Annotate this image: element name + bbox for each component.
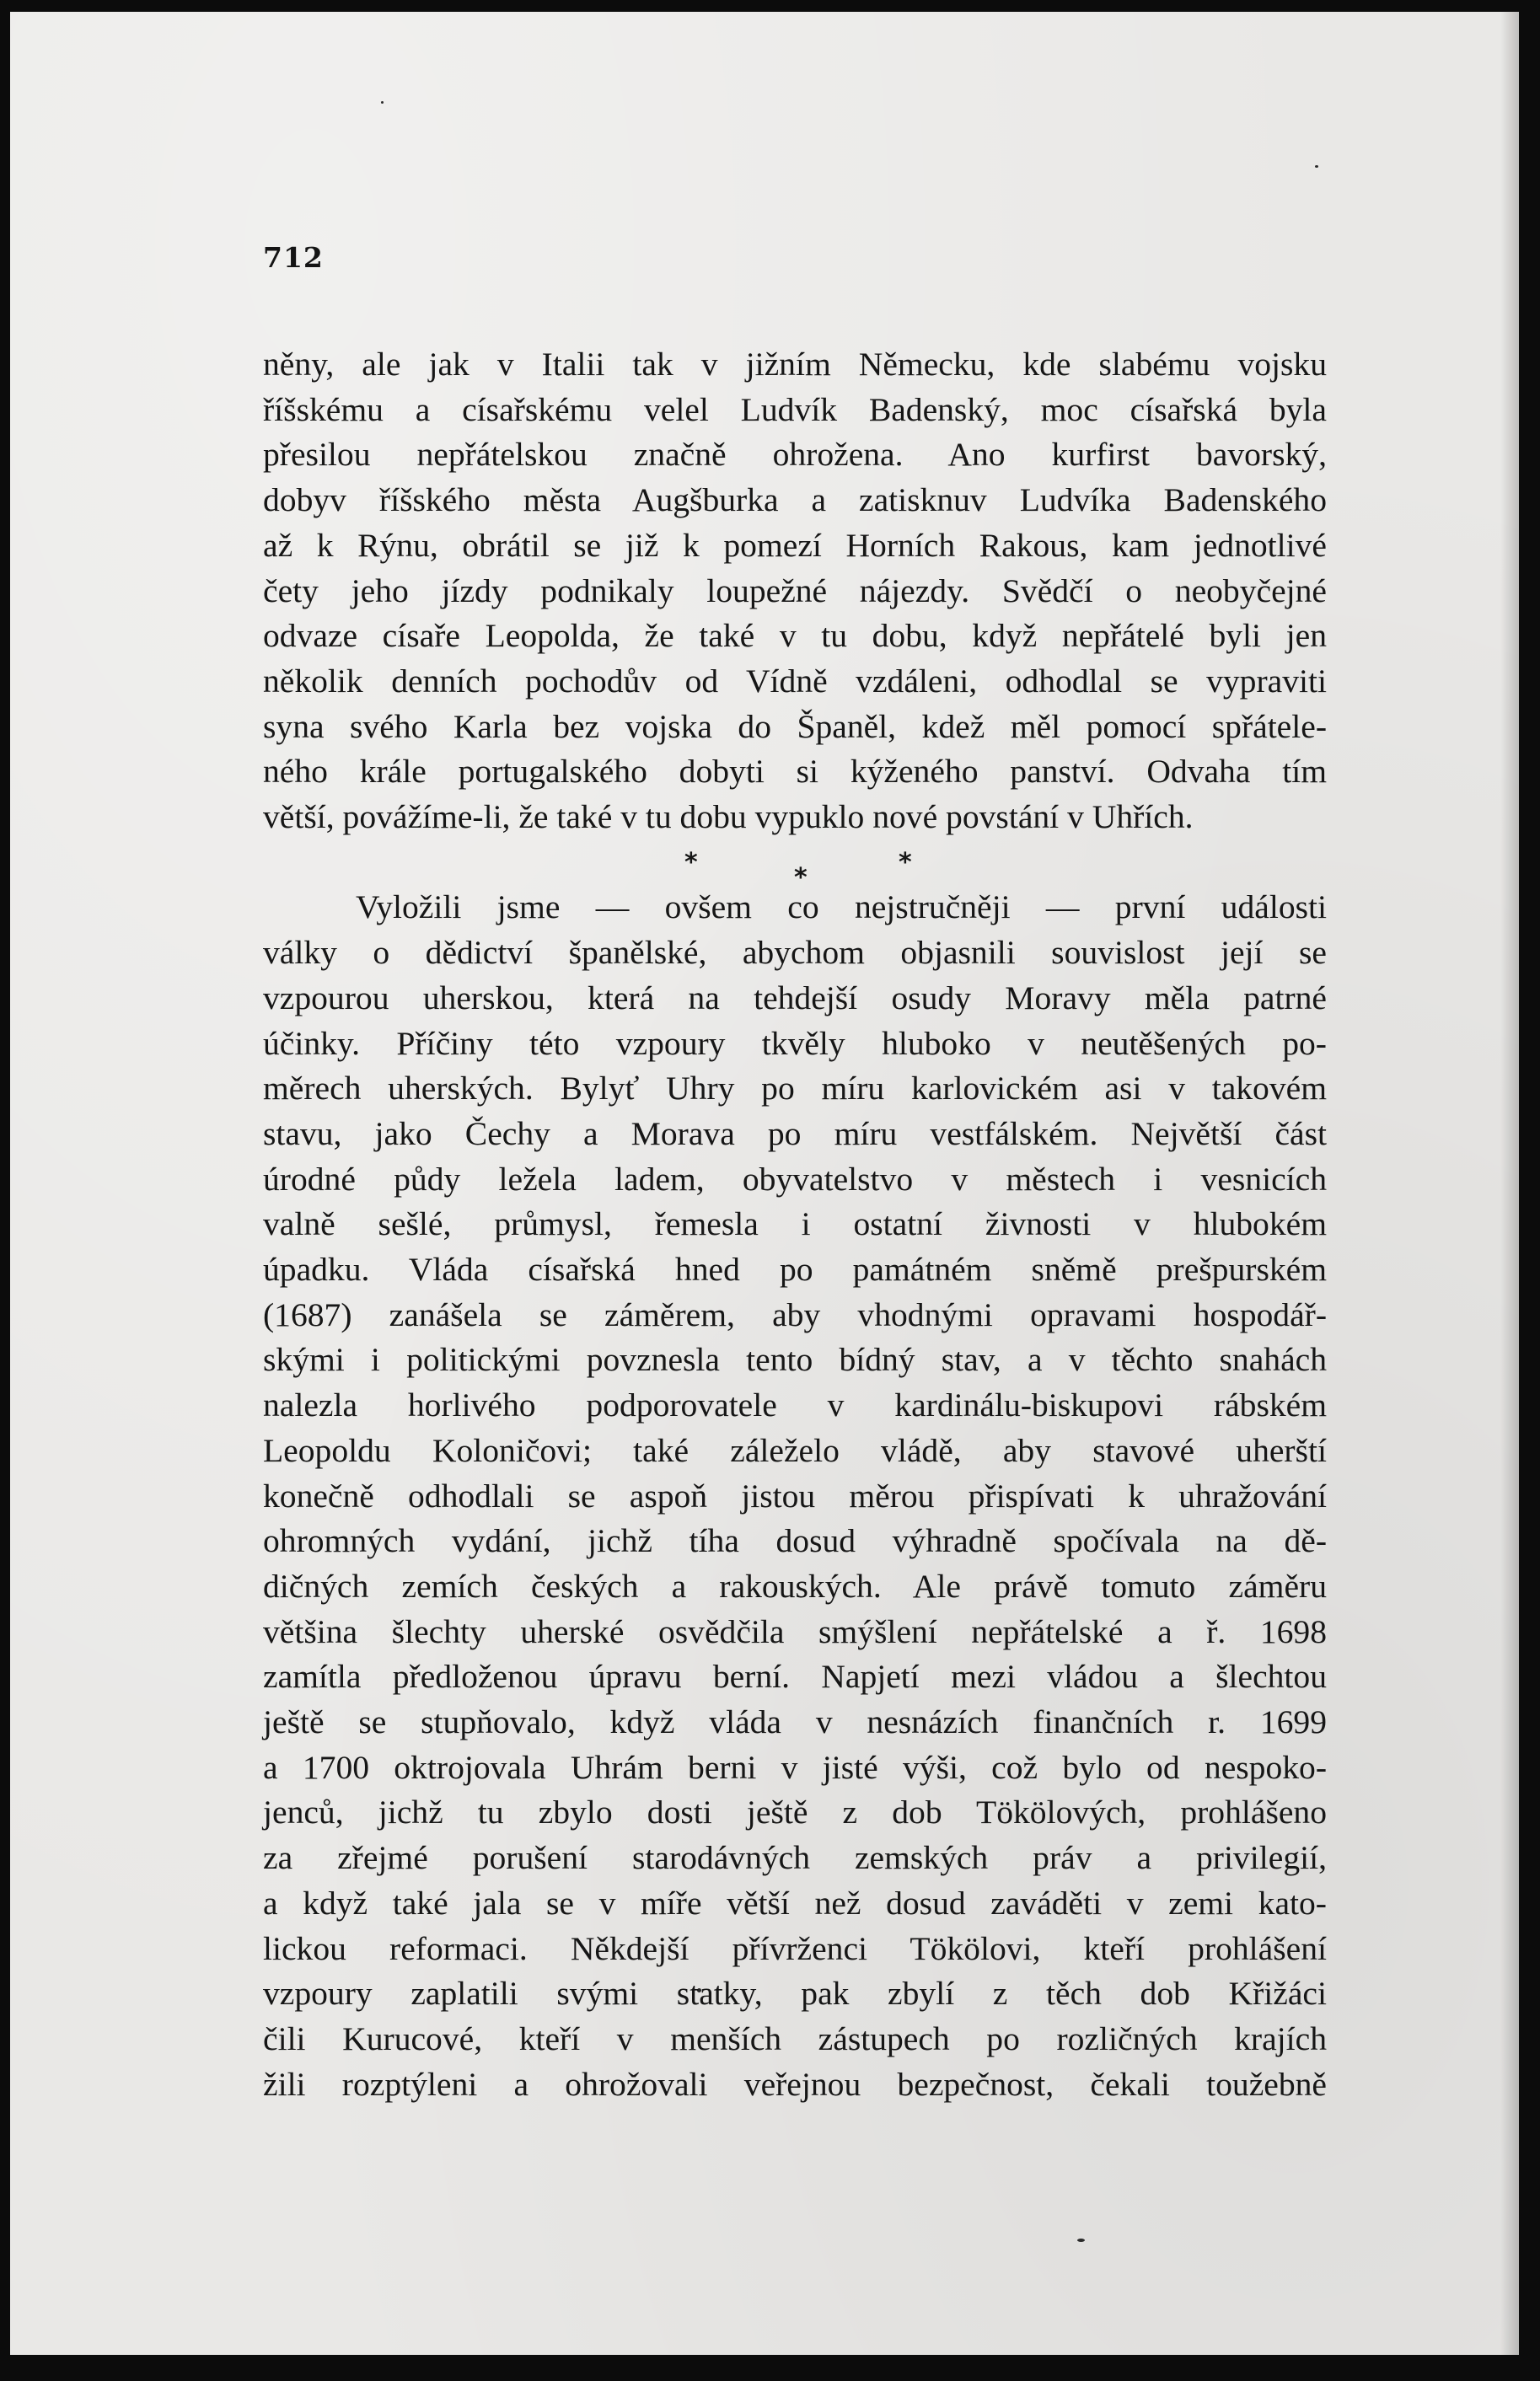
text-line: odvaze císaře Leopolda, že také v tu dobu, když nepřátelé byli jen: [263, 617, 1327, 655]
text-line: ještě se stupňovalo, když vláda v nesnázích finančních r. 1699: [263, 1703, 1327, 1741]
text-line: Leopoldu Koloničovi; také záleželo vládě, aby stavové uherští: [263, 1431, 1327, 1469]
text-line: vzpoury zaplatili svými statky, pak zbylí z těch dob Křižáci: [263, 1975, 1327, 2013]
section-separator: [263, 840, 1327, 893]
text-line: lickou reformaci. Někdejší přívrženci Tökölovi, kteří prohlášení: [263, 1929, 1327, 1967]
text-line: ného krále portugalského dobyti si kýženého panství. Odvaha tím: [263, 753, 1327, 791]
text-line: Vyložili jsme — ovšem co nejstručněji — první události: [356, 888, 1327, 926]
scan-speck: [381, 101, 384, 104]
text-line: jenců, jichž tu zbylo dosti ještě z dob Tökölových, prohlášeno: [263, 1794, 1327, 1831]
text-line: (1687) zanášela se záměrem, aby vhodnými opravami hospodář-: [263, 1295, 1327, 1333]
text-line: za zřejmé porušení starodávných zemských práv a privilegií,: [263, 1839, 1327, 1877]
text-line: čili Kurucové, kteří v menších zástupech po rozličných krajích: [263, 2020, 1327, 2057]
text-line: a 1700 oktrojovala Uhrám berni v jisté výši, což bylo od nespoko-: [263, 1748, 1327, 1786]
text-line: vzpourou uherskou, která na tehdejší osudy Moravy měla patrné: [263, 979, 1327, 1016]
separator-star: *: [794, 862, 808, 893]
text-line: dobyv říšského města Augšburka a zatisknuv Ludvíka Badenského: [263, 481, 1327, 519]
separator-star: *: [684, 847, 698, 877]
text-line: úrodné půdy ležela ladem, obyvatelstvo v městech i vesnicích: [263, 1160, 1327, 1198]
text-line: nalezla horlivého podporovatele v kardinálu-biskupovi rábském: [263, 1386, 1327, 1424]
text-line: valně sešlé, průmysl, řemesla i ostatní živnosti v hlubokém: [263, 1205, 1327, 1243]
text-line: říšskému a císařskému velel Ludvík Badenský, moc císařská byla: [263, 390, 1327, 428]
text-line: přesilou nepřátelskou značně ohrožena. Ano kurfirst bavorský,: [263, 436, 1327, 474]
paragraph-1: [263, 342, 1327, 840]
text-line: úpadku. Vláda císařská hned po památném sněmě prešpurském: [263, 1251, 1327, 1289]
scan-speck: [1315, 165, 1318, 168]
text-line: až k Rýnu, obrátil se již k pomezí Horních Rakous, kam jednotlivé: [263, 526, 1327, 564]
text-line: syna svého Karla bez vojska do Španěl, kdež měl pomocí spřátele-: [263, 707, 1327, 745]
text-line: větší, povážíme-li, že také v tu dobu vypuklo nové povstání v Uhřích.: [263, 798, 1194, 836]
text-line: války o dědictví španělské, abychom objasnili souvislost její se: [263, 934, 1327, 972]
text-line: ohromných vydání, jichž tíha dosud výhradně spočívala na dě-: [263, 1522, 1327, 1560]
paragraph-2: [263, 885, 1327, 2107]
body-text: [263, 342, 1327, 2107]
book-page: [10, 12, 1519, 2355]
text-line: měrech uherských. Bylyť Uhry po míru karlovickém asi v takovém: [263, 1070, 1327, 1107]
text-line: skými i politickými povznesla tento bídný stav, a v těchto snahách: [263, 1341, 1327, 1379]
text-line: dičných zemích českých a rakouských. Ale právě tomuto záměru: [263, 1567, 1327, 1605]
text-line: něny, ale jak v Italii tak v jižním Německu, kde slabému vojsku: [263, 346, 1327, 383]
scan-speck: [1077, 2239, 1085, 2242]
text-line: zamítla předloženou úpravu berní. Napjetí mezi vládou a šlechtou: [263, 1658, 1327, 1696]
text-line: čety jeho jízdy podnikaly loupežné nájezdy. Svědčí o neobyčejné: [263, 571, 1327, 609]
text-line: většina šlechty uherské osvědčila smýšlení nepřátelské a ř. 1698: [263, 1612, 1327, 1650]
page-number: 712: [263, 241, 324, 274]
text-line: a když také jala se v míře větší než dosud zaváděti v zemi kato-: [263, 1884, 1327, 1922]
text-line: konečně odhodlali se aspoň jistou měrou přispívati k uhražování: [263, 1477, 1327, 1515]
text-line: stavu, jako Čechy a Morava po míru vestfálském. Největší část: [263, 1114, 1327, 1152]
page-edge-shadow: [1500, 12, 1519, 2355]
text-line: žili rozptýleni a ohrožovali veřejnou bezpečnost, čekali toužebně: [263, 2065, 1327, 2103]
text-line: účinky. Příčiny této vzpoury tkvěly hluboko v neutěšených po-: [263, 1024, 1327, 1062]
separator-star: *: [899, 847, 912, 877]
text-line: několik denních pochodův od Vídně vzdáleni, odhodlal se vypraviti: [263, 662, 1327, 700]
